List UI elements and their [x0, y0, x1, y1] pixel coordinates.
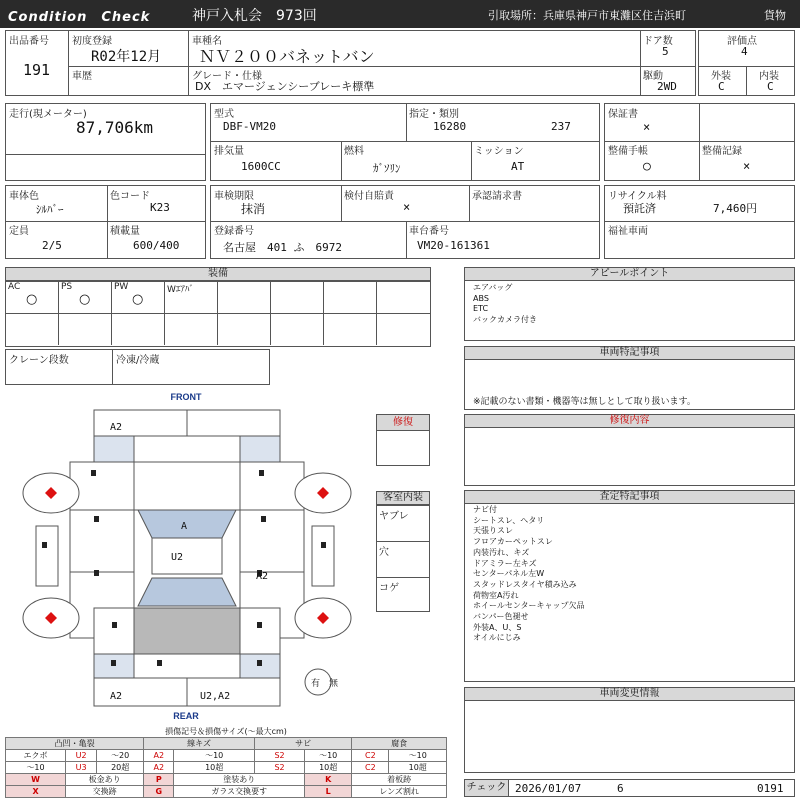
drive: 2WD: [657, 80, 677, 93]
crane-box: [5, 349, 270, 385]
rear-quarter-left: [94, 608, 134, 654]
equipment-cell: [324, 313, 377, 345]
legend-code: P: [144, 774, 174, 786]
rear-window: [138, 578, 236, 606]
legend-cell: エクボ: [6, 750, 66, 762]
text-line: スタッドレスタイヤ積み込み: [473, 579, 577, 589]
equipment-label: PW: [114, 282, 129, 292]
repair-label: 修復: [377, 415, 429, 431]
class-number: 237: [551, 120, 571, 133]
legend-code: 着板跡: [352, 774, 447, 786]
legend-code: K: [305, 774, 352, 786]
category: 貨物: [764, 9, 786, 22]
lot-number: 191: [23, 61, 51, 79]
equipment-title: 装備: [6, 268, 430, 281]
legend-head: 凸凹・亀裂: [6, 738, 144, 750]
legend-cell: 10超: [174, 762, 255, 774]
mileage-box: [5, 103, 206, 181]
equipment-cell: [112, 313, 165, 345]
model: DBF-VM20: [223, 120, 276, 133]
equipment-cell: [377, 313, 430, 345]
car-name-box: [188, 30, 641, 96]
legend-cell: 〜20: [97, 750, 144, 762]
grade-label: グレード・仕様: [192, 71, 262, 82]
color-box: [5, 185, 206, 259]
mission: AT: [511, 160, 525, 173]
record-label: 整備手帳: [608, 146, 648, 157]
recycle-status: 預託済: [623, 202, 656, 215]
log-label: 整備記録: [702, 146, 742, 157]
legend-cell: 〜10: [174, 750, 255, 762]
text-line: ABS: [473, 293, 489, 303]
equipment-cell: [218, 313, 271, 345]
legend-code: レンズ割れ: [352, 786, 447, 798]
text-line: ホイールセンターキャップ欠品: [473, 601, 585, 611]
mileage-label: 走行(現メーター): [9, 109, 87, 120]
cabin-title: 客室内装: [377, 492, 429, 505]
score-label: 評価点: [727, 36, 757, 47]
legend-code: ガラス交換要す: [174, 786, 305, 798]
lot-label: 出品番号: [9, 36, 49, 47]
equipment-cell: [218, 281, 271, 313]
special-note: ※記載のない書類・機器等は無しとして取り扱います。: [473, 397, 696, 407]
legend-code: 交換跡: [66, 786, 144, 798]
freezer-label: 冷凍/冷蔵: [116, 355, 160, 366]
warranty: ×: [643, 120, 651, 134]
legend-head: 線キズ: [144, 738, 255, 750]
legend-code: X: [6, 786, 66, 798]
legend-cell: A2: [144, 750, 174, 762]
warranty-label: 保証書: [608, 109, 638, 120]
legend-cell: S2: [254, 750, 304, 762]
designation: 16280: [433, 120, 467, 133]
cabin-item-label: 穴: [379, 547, 389, 558]
interior-grade: C: [767, 80, 774, 93]
inspect: 抹消: [241, 202, 266, 216]
displacement-label: 排気量: [214, 146, 244, 157]
legend-code: G: [144, 786, 174, 798]
equipment-label: AC: [8, 282, 21, 292]
text-line: 内装汚れ、キズ: [473, 547, 530, 557]
special-title: 車両特記事項: [465, 347, 794, 360]
equipment-cell: [6, 313, 59, 345]
cabin-box: [376, 491, 430, 612]
legend-cell: 10超: [389, 762, 447, 774]
legend-cell: 〜10: [305, 750, 352, 762]
legend-cell: 〜10: [6, 762, 66, 774]
color-label: 車体色: [9, 191, 39, 202]
equipment-cell: [165, 313, 218, 345]
repair-title: 修復内容: [465, 415, 794, 428]
reg-date: R02年12月: [91, 49, 162, 65]
tax: ×: [403, 200, 411, 214]
plate: 名古屋 401 ふ 6972: [223, 241, 342, 254]
front-door-right: [240, 510, 304, 572]
drive-label: 駆動: [643, 71, 663, 82]
text-line: オイルにじみ: [473, 633, 521, 643]
check-date: 2026/01/07: [515, 782, 582, 795]
legend-cell: A2: [144, 762, 174, 774]
log: ×: [743, 159, 751, 173]
header-bar: [0, 0, 800, 28]
exterior-grade: C: [718, 80, 725, 93]
check-id: 0191: [757, 782, 784, 795]
approval-label: 承認請求書: [472, 191, 522, 202]
rear-quarter-right: [240, 608, 280, 654]
equipment-box: [5, 267, 431, 347]
mileage: 87,706km: [76, 118, 154, 137]
mirror-right: [312, 526, 334, 586]
roof: [152, 538, 222, 574]
exterior-label: 外装: [711, 71, 731, 82]
welfare-label: 福祉車両: [608, 226, 648, 237]
front-fender-left: [70, 462, 134, 510]
repair-box: [376, 414, 430, 466]
front-door-left: [70, 510, 134, 572]
tax-label: 検付自賠責: [344, 191, 394, 202]
chassis-label: 車台番号: [409, 226, 449, 237]
legend-code: L: [305, 786, 352, 798]
text-line: ナビ付: [473, 505, 497, 514]
doors-label: ドア数: [643, 36, 673, 47]
load-label: 積載量: [110, 226, 140, 237]
check-label: チェック: [465, 780, 509, 796]
fuel-label: 燃料: [344, 146, 364, 157]
mark-roof: U2: [171, 552, 184, 563]
record: ○: [643, 159, 651, 174]
pickup-location: 引取場所：兵庫県神戸市東灘区住吉浜町: [488, 9, 686, 22]
legend-cell: U3: [66, 762, 97, 774]
mark-rear-door-right: A2: [256, 571, 269, 582]
chassis: VM20-161361: [417, 239, 490, 252]
doors: 5: [662, 45, 669, 58]
app-title: Condition Check: [8, 10, 151, 25]
score: 4: [741, 45, 748, 58]
capacity: 2/5: [42, 239, 62, 252]
legend-head: サビ: [254, 738, 351, 750]
equipment-cell: [377, 281, 430, 313]
text-line: フロアカーペットスレ: [473, 537, 553, 547]
hood: [134, 436, 240, 462]
legend-cell: U2: [66, 750, 97, 762]
color-code: K23: [150, 201, 170, 214]
front-label: FRONT: [170, 392, 202, 402]
appeal-title: アピールポイント: [465, 268, 794, 281]
legend-code: 板金あり: [66, 774, 144, 786]
cabin-item: [377, 505, 429, 541]
legend-cell: C2: [352, 762, 389, 774]
recycle-fee: 7,460円: [713, 202, 758, 215]
change-title: 車両変更情報: [465, 688, 794, 701]
legend-title: 損傷記号＆損傷サイズ(〜最大cm): [165, 727, 287, 736]
text-line: エアバッグ: [473, 283, 513, 292]
front-corner-left: [94, 436, 134, 462]
check-number: 6: [617, 782, 624, 795]
equipment-label: PS: [61, 282, 73, 292]
text-line: ドアミラー左キズ: [473, 558, 537, 568]
text-line: 天張りスレ: [473, 526, 513, 536]
recycle-label: リサイクル料: [608, 191, 667, 202]
maintenance-box: [604, 103, 795, 181]
spare-present: 有: [311, 679, 321, 689]
mirror-left: [36, 526, 58, 586]
equipment-mark: ○: [26, 292, 38, 307]
history-label: 車歴: [72, 71, 92, 82]
text-line: ETC: [473, 304, 489, 313]
car-name: ＮＶ２００バネットバン: [199, 47, 375, 66]
model-label: 型式: [214, 109, 234, 120]
car-name-label: 車種名: [192, 36, 222, 47]
equipment-cell: [59, 281, 112, 313]
text-line: バンパー色褪せ: [473, 612, 529, 621]
text-line: 外装A、U、S: [473, 622, 522, 632]
registration-box: [210, 185, 600, 259]
appeal-box: [464, 267, 795, 341]
check-row: [464, 779, 795, 797]
assess-box: [464, 490, 795, 682]
rear-panel: [134, 654, 240, 678]
load: 600/400: [133, 239, 180, 252]
car-diagram: [0, 388, 376, 723]
cabin-item-label: ヤブレ: [379, 511, 409, 522]
mark-rear-bumper-right: U2,A2: [200, 691, 231, 702]
cabin-item: [377, 541, 429, 577]
equipment-cell: [324, 281, 377, 313]
legend-head: 腐食: [352, 738, 447, 750]
designation-label: 指定・類別: [409, 109, 459, 120]
equipment-cell: [165, 281, 218, 313]
equipment-cell: [6, 281, 59, 313]
body-color: ｼﾙﾊﾞｰ: [36, 203, 64, 216]
grade: DX エマージェンシーブレーキ標準: [195, 80, 375, 93]
spec-box: [210, 103, 600, 181]
legend-cell: 10超: [305, 762, 352, 774]
change-box: [464, 687, 795, 773]
text-line: バックカメラ付き: [473, 314, 537, 324]
mark-windshield: A: [181, 521, 188, 532]
mark-front-bumper: A2: [110, 422, 123, 433]
cabin-item-label: コゲ: [379, 583, 399, 594]
front-fender-right: [240, 462, 304, 510]
hood-rear: [134, 462, 240, 510]
auction-title: 神戸入札会 973回: [192, 8, 317, 24]
equipment-cell: [59, 313, 112, 345]
legend-cell: C2: [352, 750, 389, 762]
legend-cell: S2: [254, 762, 304, 774]
equipment-cell: [271, 281, 324, 313]
cabin-item: [377, 577, 429, 613]
reg-label: 初度登録: [72, 36, 112, 47]
equipment-mark: ○: [132, 292, 144, 307]
interior-label: 内装: [759, 71, 779, 82]
assess-title: 査定特記事項: [465, 491, 794, 504]
rear-gate: [134, 608, 240, 654]
legend-cell: 〜10: [389, 750, 447, 762]
damage-legend: [5, 727, 447, 798]
special-box: [464, 346, 795, 410]
rear-label: REAR: [173, 711, 199, 721]
equipment-cell: [112, 281, 165, 313]
recycle-box: [604, 185, 795, 259]
text-line: 荷物室A汚れ: [473, 590, 519, 600]
equipment-mark: ○: [79, 292, 91, 307]
crane-label: クレーン段数: [9, 355, 69, 366]
doors-box: [640, 30, 696, 96]
legend-code: 塗装あり: [174, 774, 305, 786]
text-line: シートスレ、ヘタリ: [473, 515, 545, 525]
front-corner-right: [240, 436, 280, 462]
displacement: 1600CC: [241, 160, 281, 173]
lot-box: [5, 30, 69, 96]
mission-label: ミッション: [474, 146, 524, 157]
capacity-label: 定員: [9, 226, 29, 237]
equipment-label: Wｴｱﾊﾞ: [167, 285, 194, 295]
equipment-cell: [271, 313, 324, 345]
legend-code: W: [6, 774, 66, 786]
mark-rear-bumper-left: A2: [110, 691, 123, 702]
reg-box: [68, 30, 189, 96]
inspect-label: 車検期限: [214, 191, 254, 202]
color-code-label: 色コード: [110, 191, 150, 202]
spare-absent: 無: [329, 679, 339, 689]
plate-label: 登録番号: [214, 226, 254, 237]
legend-cell: 20超: [97, 762, 144, 774]
score-box: [698, 30, 795, 96]
text-line: センターパネル左W: [473, 569, 545, 579]
repair-content-box: [464, 414, 795, 486]
fuel: ｶﾞｿﾘﾝ: [373, 162, 401, 175]
